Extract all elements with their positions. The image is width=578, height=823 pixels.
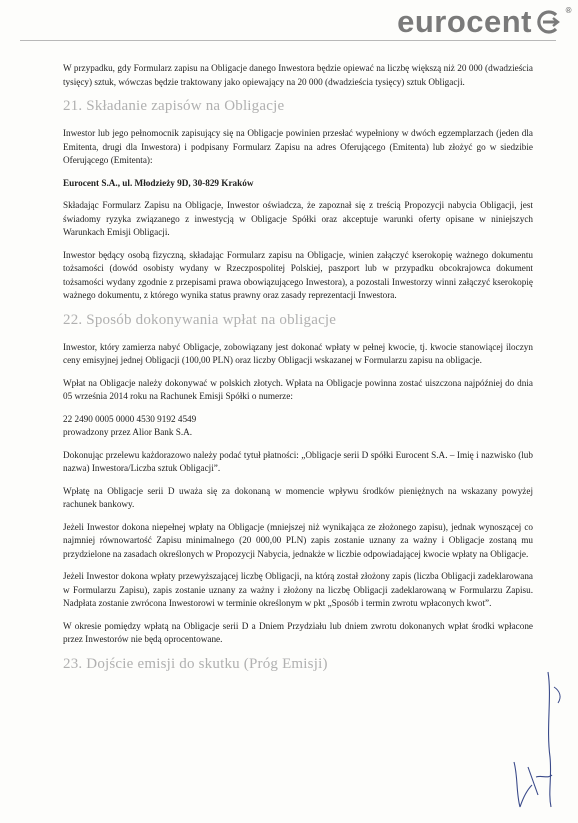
logo-text: eurocent [397, 4, 532, 39]
company-logo [397, 4, 572, 40]
document-body [63, 62, 533, 685]
paragraph-21-3: Inwestor będący osobą fizyczną, składając Formularz zapisu na Obligacje, winien załączyć kserokopię ważnego dokumentu tożsamości (dowód osobisty wydany w Rzeczpospolitej Polskiej, paszport lub w przypadku obcokrajowca dokument tożsamości wydany zgodnie z przepisami prawa obowiązującego Inwestora), a pozostali Inwestorzy winni załączyć kserokopię ważnego dokumentu, z którego wynika status prawny oraz zasady reprezentacji Inwestora. [63, 249, 533, 300]
account-bank: prowadzony przez Alior Bank S.A. [63, 427, 193, 437]
logo-mark-icon [536, 10, 564, 34]
paragraph-21-2: Składając Formularz Zapisu na Obligacje, Inwestor oświadcza, że zapoznał się z treścią Propozycji nabycia Obligacji, jest świadomy ryzyka związanego z inwestycją w Obligacje Spółki oraz akceptuje warunki oferty opisane w niniejszych Warunkach Emisji Obligacji. [63, 200, 533, 237]
paragraph-22-4: Wpłatę na Obligacje serii D uważa się za dokonaną w momencie wpływu środków pieniężnych na wskazany powyżej rachunek bankowy. [63, 485, 533, 509]
section-heading-23: 23. Dojście emisji do skutku (Próg Emisji) [63, 655, 328, 672]
handwritten-signature [508, 667, 568, 817]
paragraph-22-3: Dokonując przelewu każdorazowo należy podać tytuł płatności: „Obligacje serii D spółki Eurocent S.A. – Imię i nazwisko (lub nazwa) Inwestora/Liczba sztuk Obligacji”. [63, 449, 533, 473]
header-rule [20, 40, 556, 41]
paragraph-22-5: Jeżeli Inwestor dokona niepełnej wpłaty na Obligacje (mniejszej niż wynikająca ze złożonego zapisu), jednak wynoszącej co najmniej równowartość Zapisu minimalnego (20 000,00 PLN) zapis zostanie uznany za ważny i Obligacje zostaną mu przydzielone na zasadach określonych w Propozycji Nabycia, jednakże w liczbie odpowiadającej kwocie wpłaty na Obligacje. [63, 521, 533, 559]
paragraph-intro: W przypadku, gdy Formularz zapisu na Obligacje danego Inwestora będzie opiewać na liczbę większą niż 20 000 (dwadzieścia tysięcy) sztuk, wówczas będzie traktowany jako opiewający na 20 000 (dwadzieścia tysięcy) sztuk Obligacji. [63, 63, 533, 87]
paragraph-22-2: Wpłat na Obligacje należy dokonywać w polskich złotych. Wpłata na Obligacje powinna zostać uiszczona najpóźniej do dnia 05 września 2014 roku na Rachunek Emisji Spółki o numerze: [63, 377, 533, 401]
paragraph-22-1: Inwestor, który zamierza nabyć Obligacje, zobowiązany jest dokonać wpłaty w pełnej kwocie, tj. kwocie stanowiącej iloczyn ceny emisyjnej jednej Obligacji (100,00 PLN) oraz liczby Obligacji wskazanej w Formularzu zapisu na obligacje. [63, 341, 533, 365]
paragraph-22-7: W okresie pomiędzy wpłatą na Obligacje serii D a Dniem Przydziału lub dniem zwrotu dokonanych wpłat środki wpłacone przez Inwestorów nie będą oprocentowane. [63, 620, 533, 644]
account-number: 22 2490 0005 0000 4530 9192 4549 [63, 413, 197, 424]
section-heading-22: 22. Sposób dokonywania wpłat na obligacje [63, 311, 337, 328]
registered-mark: ® [565, 6, 572, 15]
paragraph-22-6: Jeżeli Inwestor dokona wpłaty przewyższającej liczbę Obligacji, na którą został złożony zapis (liczba Obligacji zadeklarowana w Formularzu Zapisu), zapis zostanie uznany za ważny i złożony na liczbę Obligacji zadeklarowaną w Formularzu Zapisu. Nadpłata zostanie zwrócona Inwestorowi w terminie określonym w pkt „Sposób i termin zwrotu wpłaconych kwot”. [63, 571, 533, 608]
section-heading-21: 21. Składanie zapisów na Obligacje [63, 98, 285, 114]
paragraph-21-1: Inwestor lub jego pełnomocnik zapisujący się na Obligacje powinien przesłać wypełniony w dwóch egzemplarzach (jeden dla Emitenta, drugi dla Inwestora) i podpisany Formularz Zapisu na adres Oferującego (Emitenta) lub złożyć go w siedzibie Oferującego (Emitenta): [63, 128, 533, 165]
bank-account-block [63, 413, 533, 440]
address-line: Eurocent S.A., ul. Młodzieży 9D, 30-829 Kraków [63, 177, 254, 188]
